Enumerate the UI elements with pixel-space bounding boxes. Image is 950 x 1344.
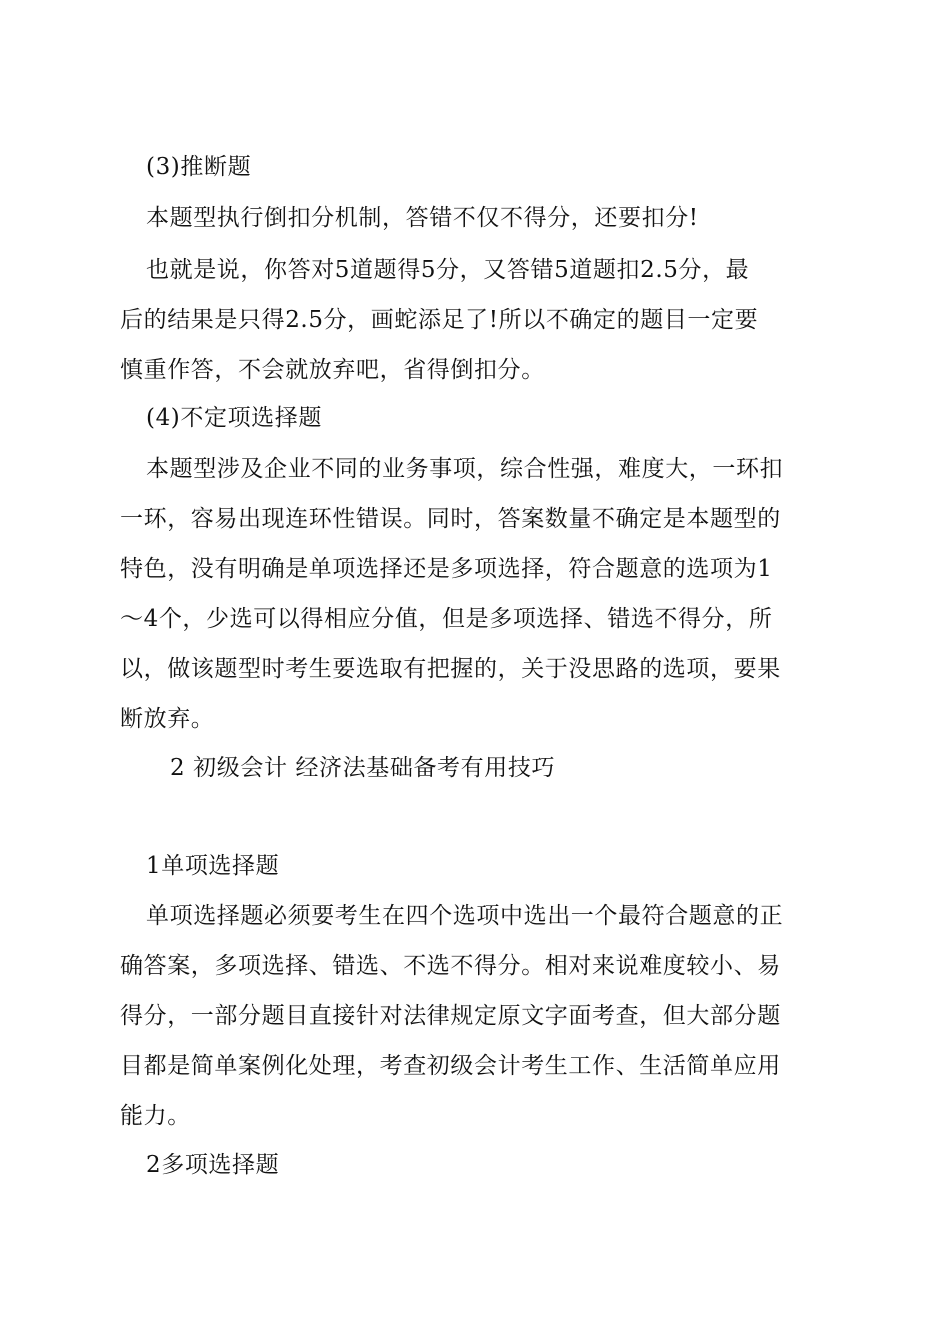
paragraph-line: 后的结果是只得2.5分，画蛇添足了!所以不确定的题目一定要 (120, 307, 759, 333)
paragraph-line: ～4个，少选可以得相应分值，但是多项选择、错选不得分，所 (120, 606, 773, 632)
paragraph-line: 单项选择题必须要考生在四个选项中选出一个最符合题意的正 (146, 903, 784, 929)
paragraph-line: 本题型执行倒扣分机制，答错不仅不得分，还要扣分! (146, 205, 699, 231)
subheading-single-choice: 1单项选择题 (146, 853, 280, 879)
paragraph-line: 本题型涉及企业不同的业务事项，综合性强，难度大，一环扣 (146, 456, 784, 482)
subheading-multiple-choice: 2多项选择题 (146, 1152, 280, 1178)
heading-inference-questions: (3)推断题 (146, 154, 252, 180)
paragraph-line: 以，做该题型时考生要选取有把握的，关于没思路的选项，要果 (120, 656, 781, 682)
paragraph-line: 特色，没有明确是单项选择还是多项选择，符合题意的选项为1 (120, 556, 773, 582)
heading-indefinite-choice: (4)不定项选择题 (146, 405, 322, 431)
paragraph-line: 一环，容易出现连环性错误。同时，答案数量不确定是本题型的 (120, 506, 781, 532)
paragraph-line: 断放弃。 (120, 706, 215, 732)
section-title: 2 初级会计 经济法基础备考有用技巧 (170, 755, 556, 781)
paragraph-line: 也就是说，你答对5道题得5分，又答错5道题扣2.5分，最 (146, 257, 750, 283)
paragraph-line: 目都是简单案例化处理，考查初级会计考生工作、生活简单应用 (120, 1053, 781, 1079)
paragraph-line: 得分，一部分题目直接针对法律规定原文字面考查，但大部分题 (120, 1003, 781, 1029)
paragraph-line: 能力。 (120, 1103, 191, 1129)
paragraph-line: 慎重作答，不会就放弃吧，省得倒扣分。 (120, 357, 545, 383)
paragraph-line: 确答案，多项选择、错选、不选不得分。相对来说难度较小、易 (120, 953, 781, 979)
